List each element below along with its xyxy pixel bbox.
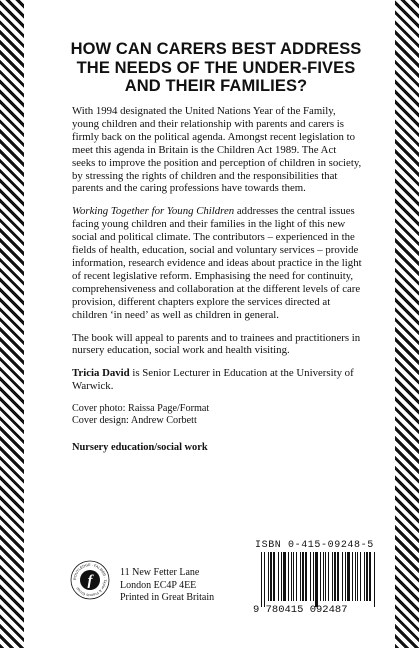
barcode-bar — [369, 552, 371, 601]
barcode-bar — [300, 552, 301, 601]
right-hatched-border — [395, 0, 419, 648]
author-name: Tricia David — [72, 367, 130, 380]
barcode-bar — [357, 552, 358, 601]
barcode-bar — [302, 552, 304, 601]
paragraph-audience: The book will appeal to parents and to trainees and practitioners in nursery education, social work and health visiting. — [72, 331, 361, 357]
address-line-3: Printed in Great Britain — [120, 592, 215, 603]
cover-design-credit: Cover design: Andrew Corbett — [72, 415, 197, 427]
publisher-address — [120, 567, 240, 605]
subject-category: Nursery education/social work — [72, 441, 208, 453]
blurb — [72, 105, 362, 454]
barcode-bar — [325, 552, 326, 601]
paragraph-contents-text: addresses the central issues facing young children and their families in the light of this new social and political climate. The contributors – experienced in the fields of health, education, social and voluntary services – provide information, research evidence and ideas about practice in the light of recent legislative reform. Emphasising the need for continuity, comprehensiveness and collaboration at the different levels of care provision, different chapters explore the services directed at children ‘in need’ as well as children in general. — [72, 205, 362, 321]
barcode-bar — [278, 552, 279, 601]
barcode-bar — [291, 552, 292, 601]
barcode-bar — [281, 552, 282, 601]
barcode-bar — [352, 552, 353, 601]
barcode-bar — [355, 552, 356, 601]
barcode-bar — [332, 552, 333, 601]
barcode-bar — [293, 552, 294, 601]
barcode-bar — [347, 552, 350, 601]
paragraph-contents — [72, 205, 362, 321]
author-bio: is Senior Lecturer in Education at the University of Warwick. — [72, 367, 354, 393]
cover-photo-credit: Cover photo: Raissa Page/Format — [72, 403, 210, 415]
publisher-logo-icon — [70, 560, 110, 600]
barcode-bar — [270, 552, 272, 601]
headline: HOW CAN CARERS BEST ADDRESS THE NEEDS OF THE UNDER-FIVES AND THEIR FAMILIES? — [70, 40, 362, 95]
barcode-bar — [364, 552, 365, 601]
barcode-bar — [334, 552, 336, 601]
barcode-bar — [315, 552, 318, 607]
barcode-bar — [264, 552, 265, 607]
barcode-digits: 9 780415 092487 — [253, 604, 348, 616]
logo-ring-text: ROUTLEDGE · FALMER · Taylor & Francis Group — [72, 562, 108, 598]
barcode-bar — [310, 552, 311, 601]
barcode-bar — [342, 552, 343, 601]
barcode-bar — [268, 552, 269, 601]
barcode-bar — [283, 552, 286, 601]
barcode — [260, 552, 378, 607]
barcode-bar — [360, 552, 361, 601]
barcode-bar — [323, 552, 324, 601]
barcode-bar — [337, 552, 339, 601]
barcode-bar — [328, 552, 329, 601]
left-hatched-border — [0, 0, 24, 648]
author-note — [72, 367, 362, 393]
barcode-bar — [261, 552, 262, 607]
barcode-bar — [273, 552, 275, 601]
barcode-bar — [374, 552, 375, 607]
book-title: Working Together for Young Children — [72, 205, 235, 218]
barcode-bar — [296, 552, 297, 601]
address-line-2: London EC4P 4EE — [120, 579, 197, 591]
barcode-bar — [305, 552, 307, 601]
barcode-bar — [345, 552, 346, 601]
paragraph-intro: With 1994 designated the United Nations Year of the Family, young children and their relationship with parents and carers is firmly back on the political agenda. Amongst recent legislation to meet this agenda in Britain is the Children Act 1989. The Act seeks to improve the position and perception of children in society, by stressing the rights of children and the responsibilities that parents and the caring professions have towards them. — [72, 105, 362, 195]
isbn-label: ISBN 0-415-09248-5 — [255, 540, 374, 551]
barcode-bar — [320, 552, 321, 601]
barcode-bar — [288, 552, 289, 601]
barcode-bar — [313, 552, 314, 601]
address-line-1: 11 New Fetter Lane — [120, 567, 200, 578]
logo-letter: f — [87, 573, 93, 589]
barcode-bar — [366, 552, 368, 601]
